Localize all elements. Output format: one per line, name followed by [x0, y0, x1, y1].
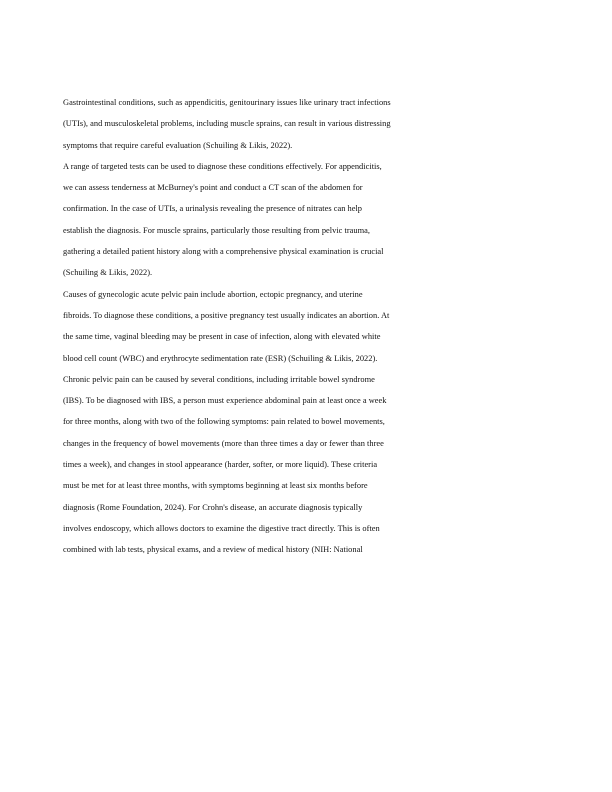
text-line: must be met for at least three months, with symptoms beginning at least six months before [63, 481, 368, 491]
text-line: blood cell count (WBC) and erythrocyte sedimentation rate (ESR) (Schuiling & Likis, 2022). [63, 353, 378, 363]
text-line: (UTIs), and musculoskeletal problems, including muscle sprains, can result in various distressing [63, 119, 391, 129]
text-line: involves endoscopy, which allows doctors to examine the digestive tract directly. This is often [63, 523, 380, 533]
text-line: gathering a detailed patient history along with a comprehensive physical examination is crucial [63, 247, 384, 257]
text-line: symptoms that require careful evaluation (Schuiling & Likis, 2022). [63, 140, 293, 150]
text-line: diagnosis (Rome Foundation, 2024). For Crohn's disease, an accurate diagnosis typically [63, 502, 363, 512]
text-line: fibroids. To diagnose these conditions, a positive pregnancy test usually indicates an abortion. At [63, 310, 390, 320]
text-line: confirmation. In the case of UTIs, a urinalysis revealing the presence of nitrates can help [63, 204, 363, 214]
text-line: establish the diagnosis. For muscle sprains, particularly those resulting from pelvic trauma, [63, 225, 371, 235]
body-text [63, 92, 425, 561]
text-line: we can assess tenderness at McBurney's point and conduct a CT scan of the abdomen for [63, 183, 363, 193]
text-line: Chronic pelvic pain can be caused by several conditions, including irritable bowel syndrome [63, 374, 375, 384]
text-line: for three months, along with two of the following symptoms: pain related to bowel movements, [63, 417, 385, 427]
text-line: A range of targeted tests can be used to diagnose these conditions effectively. For appendicitis, [63, 161, 382, 171]
text-line: (Schuiling & Likis, 2022). [63, 268, 153, 278]
text-line: changes in the frequency of bowel movements (more than three times a day or fewer than three [63, 438, 384, 448]
text-line: (IBS). To be diagnosed with IBS, a person must experience abdominal pain at least once a week [63, 396, 387, 406]
text-line: times a week), and changes in stool appearance (harder, softer, or more liquid). These criteria [63, 460, 378, 470]
text-line: Causes of gynecologic acute pelvic pain include abortion, ectopic pregnancy, and uterine [63, 289, 363, 299]
text-line: combined with lab tests, physical exams, and a review of medical history (NIH: National [63, 545, 363, 555]
text-line: the same time, vaginal bleeding may be present in case of infection, along with elevated white [63, 332, 381, 342]
text-line: Gastrointestinal conditions, such as appendicitis, genitourinary issues like urinary tract infections [63, 98, 391, 107]
